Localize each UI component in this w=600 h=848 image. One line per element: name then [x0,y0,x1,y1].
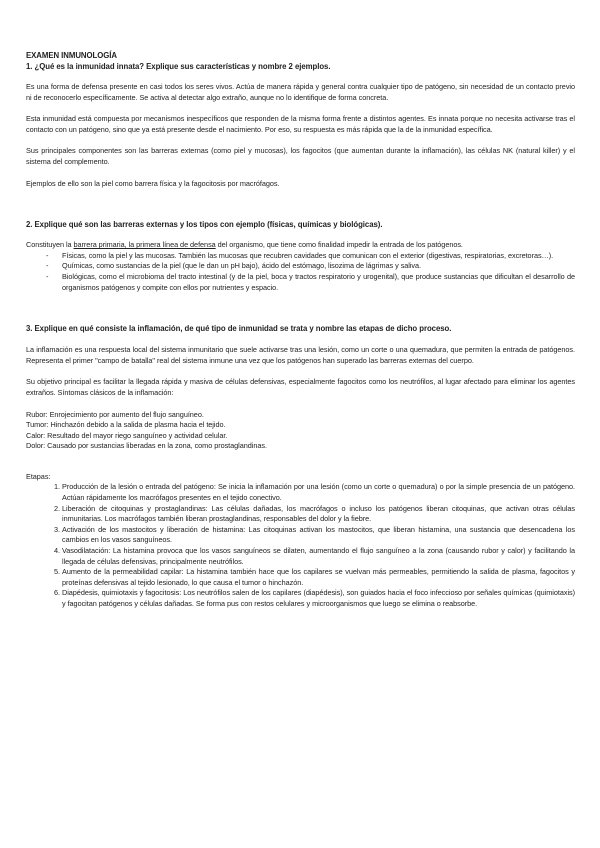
list-item: 2. Liberación de citoquinas y prostaglandinas: Las células dañadas, los macrófagos o incluso los patógenos liberan citoquinas, que activan otras células inmunitarias. Los macrófagos también liberan prostaglandinas, responsables del dolor y la fiebre. [62,504,575,525]
list-item: 6. Diapédesis, quimiotaxis y fagocitosis: Los neutrófilos salen de los capilares (diapédesis), son guiados hacia el foco infeccioso por señales químicas (quimiotaxis) y fagocitan patógenos y células dañadas. Se forma pus con restos celulares y microorganismos que luego se elimina o reabsorbe. [62,588,575,609]
barrier-types-list [26,251,575,293]
q1-paragraph-1: Es una forma de defensa presente en casi todos los seres vivos. Actúa de manera rápida y general contra cualquier tipo de patógeno, sin necesidad de un contacto previo ni de reconocerlo específicamente. Se activa al detectar algo extraño, aunque no lo identifique de forma concreta. [26,82,575,102]
stages-label: Etapas: [26,471,51,481]
document-page [26,50,575,610]
question-1-heading: 1. ¿Qué es la inmunidad innata? Explique sus características y nombre 2 ejemplos. [26,62,331,71]
q1-paragraph-3: Sus principales componentes son las barreras externas (como piel y mucosas), los fagocitos (que aumentan durante la inflamación), las células NK (natural killer) y el sistema del complemento. [26,146,575,166]
document-title: EXAMEN INMUNOLOGÍA [26,51,117,60]
list-item: 5. Aumento de la permeabilidad capilar: La histamina también hace que los capilares se vuelvan más permeables, permitiendo la salida de plasma, fagocitos y proteínas defensivas al tejido lesionado, lo que causa el tumor o hinchazón. [62,567,575,588]
list-item: 4. Vasodilatación: La histamina provoca que los vasos sanguíneos se dilaten, aumentando el flujo sanguíneo a la zona (causando rubor y calor) y facilitando la llegada de células defensivas, principalmente neutrófilos. [62,546,575,567]
question-2-heading: 2. Explique qué son las barreras externas y los tipos con ejemplo (físicas, químicas y biológicas). [26,220,383,230]
list-item: - Físicas, como la piel y las mucosas. También las mucosas que recubren cavidades que comunican con el exterior (digestivas, respiratorias, excretoras…). [62,251,575,262]
q1-paragraph-4: Ejemplos de ello son la piel como barrera física y la fagocitosis por macrófagos. [26,178,280,188]
list-item: - Químicas, como sustancias de la piel (que le dan un pH bajo), ácido del estómago, lisozima de lágrimas y saliva. [62,261,575,272]
q3-paragraph-1: La inflamación es una respuesta local del sistema inmunitario que suele activarse tras una lesión, como un corte o una quemadura, que permiten la entrada de patógenos. Representa el primer "campo de batalla" real del sistema inmune una vez que los patógenos han superado las barreras externas del cuerpo. [26,345,575,365]
symptoms-block [26,410,575,452]
list-item: 3. Activación de los mastocitos y liberación de histamina: Las citoquinas activan los mastocitos, que liberan histamina, una sustancia que desencadena los cambios en los vasos sanguíneos. [62,525,575,546]
stages-list [26,482,575,609]
list-item: - Biológicas, como el microbioma del tracto intestinal (y de la piel, boca y tractos respiratorio y urogenital), que produce sustancias que dificultan el desarrollo de organismos patógenos y compite con ellos por nutrientes y espacio. [62,272,575,293]
symptom-rubor: Rubor: Enrojecimiento por aumento del flujo sanguíneo. [26,409,204,419]
question-3-heading: 3. Explique en qué consiste la inflamación, de qué tipo de inmunidad se trata y nombre las etapas de dicho proceso. [26,324,452,334]
q3-paragraph-2: Su objetivo principal es facilitar la llegada rápida y masiva de células defensivas, especialmente fagocitos como los neutrófilos, al lugar afectado para eliminar los agentes extraños. Síntomas clásicos de la inflamación: [26,377,575,397]
list-item: 1. Producción de la lesión o entrada del patógeno: Se inicia la inflamación por una lesión (como un corte o quemadura) o por la simple presencia de un patógeno. Actúan rápidamente los macrófagos presentes en el tejido conectivo. [62,482,575,503]
q2-intro [26,240,575,251]
q2-intro-underlined: barrera primaria, la primera línea de defensa [73,240,216,250]
q2-intro-before: Constituyen la [26,240,74,250]
q1-paragraph-2: Esta inmunidad está compuesta por mecanismos inespecíficos que responden de la misma forma frente a distintos agentes. Es innata porque no necesita activarse tras el contacto con un patógeno, sino que ya está presente desde el nacimiento. Por eso, su respuesta es más rápida que la de la inmunidad específica. [26,114,575,134]
q2-intro-after: del organismo, que tiene como finalidad impedir la entrada de los patógenos. [215,240,463,250]
symptom-tumor: Tumor: Hinchazón debido a la salida de plasma hacia el tejido. [26,420,226,430]
symptom-calor: Calor: Resultado del mayor riego sanguíneo y actividad celular. [26,430,228,440]
symptom-dolor: Dolor: Causado por sustancias liberadas en la zona, como prostaglandinas. [26,441,267,451]
